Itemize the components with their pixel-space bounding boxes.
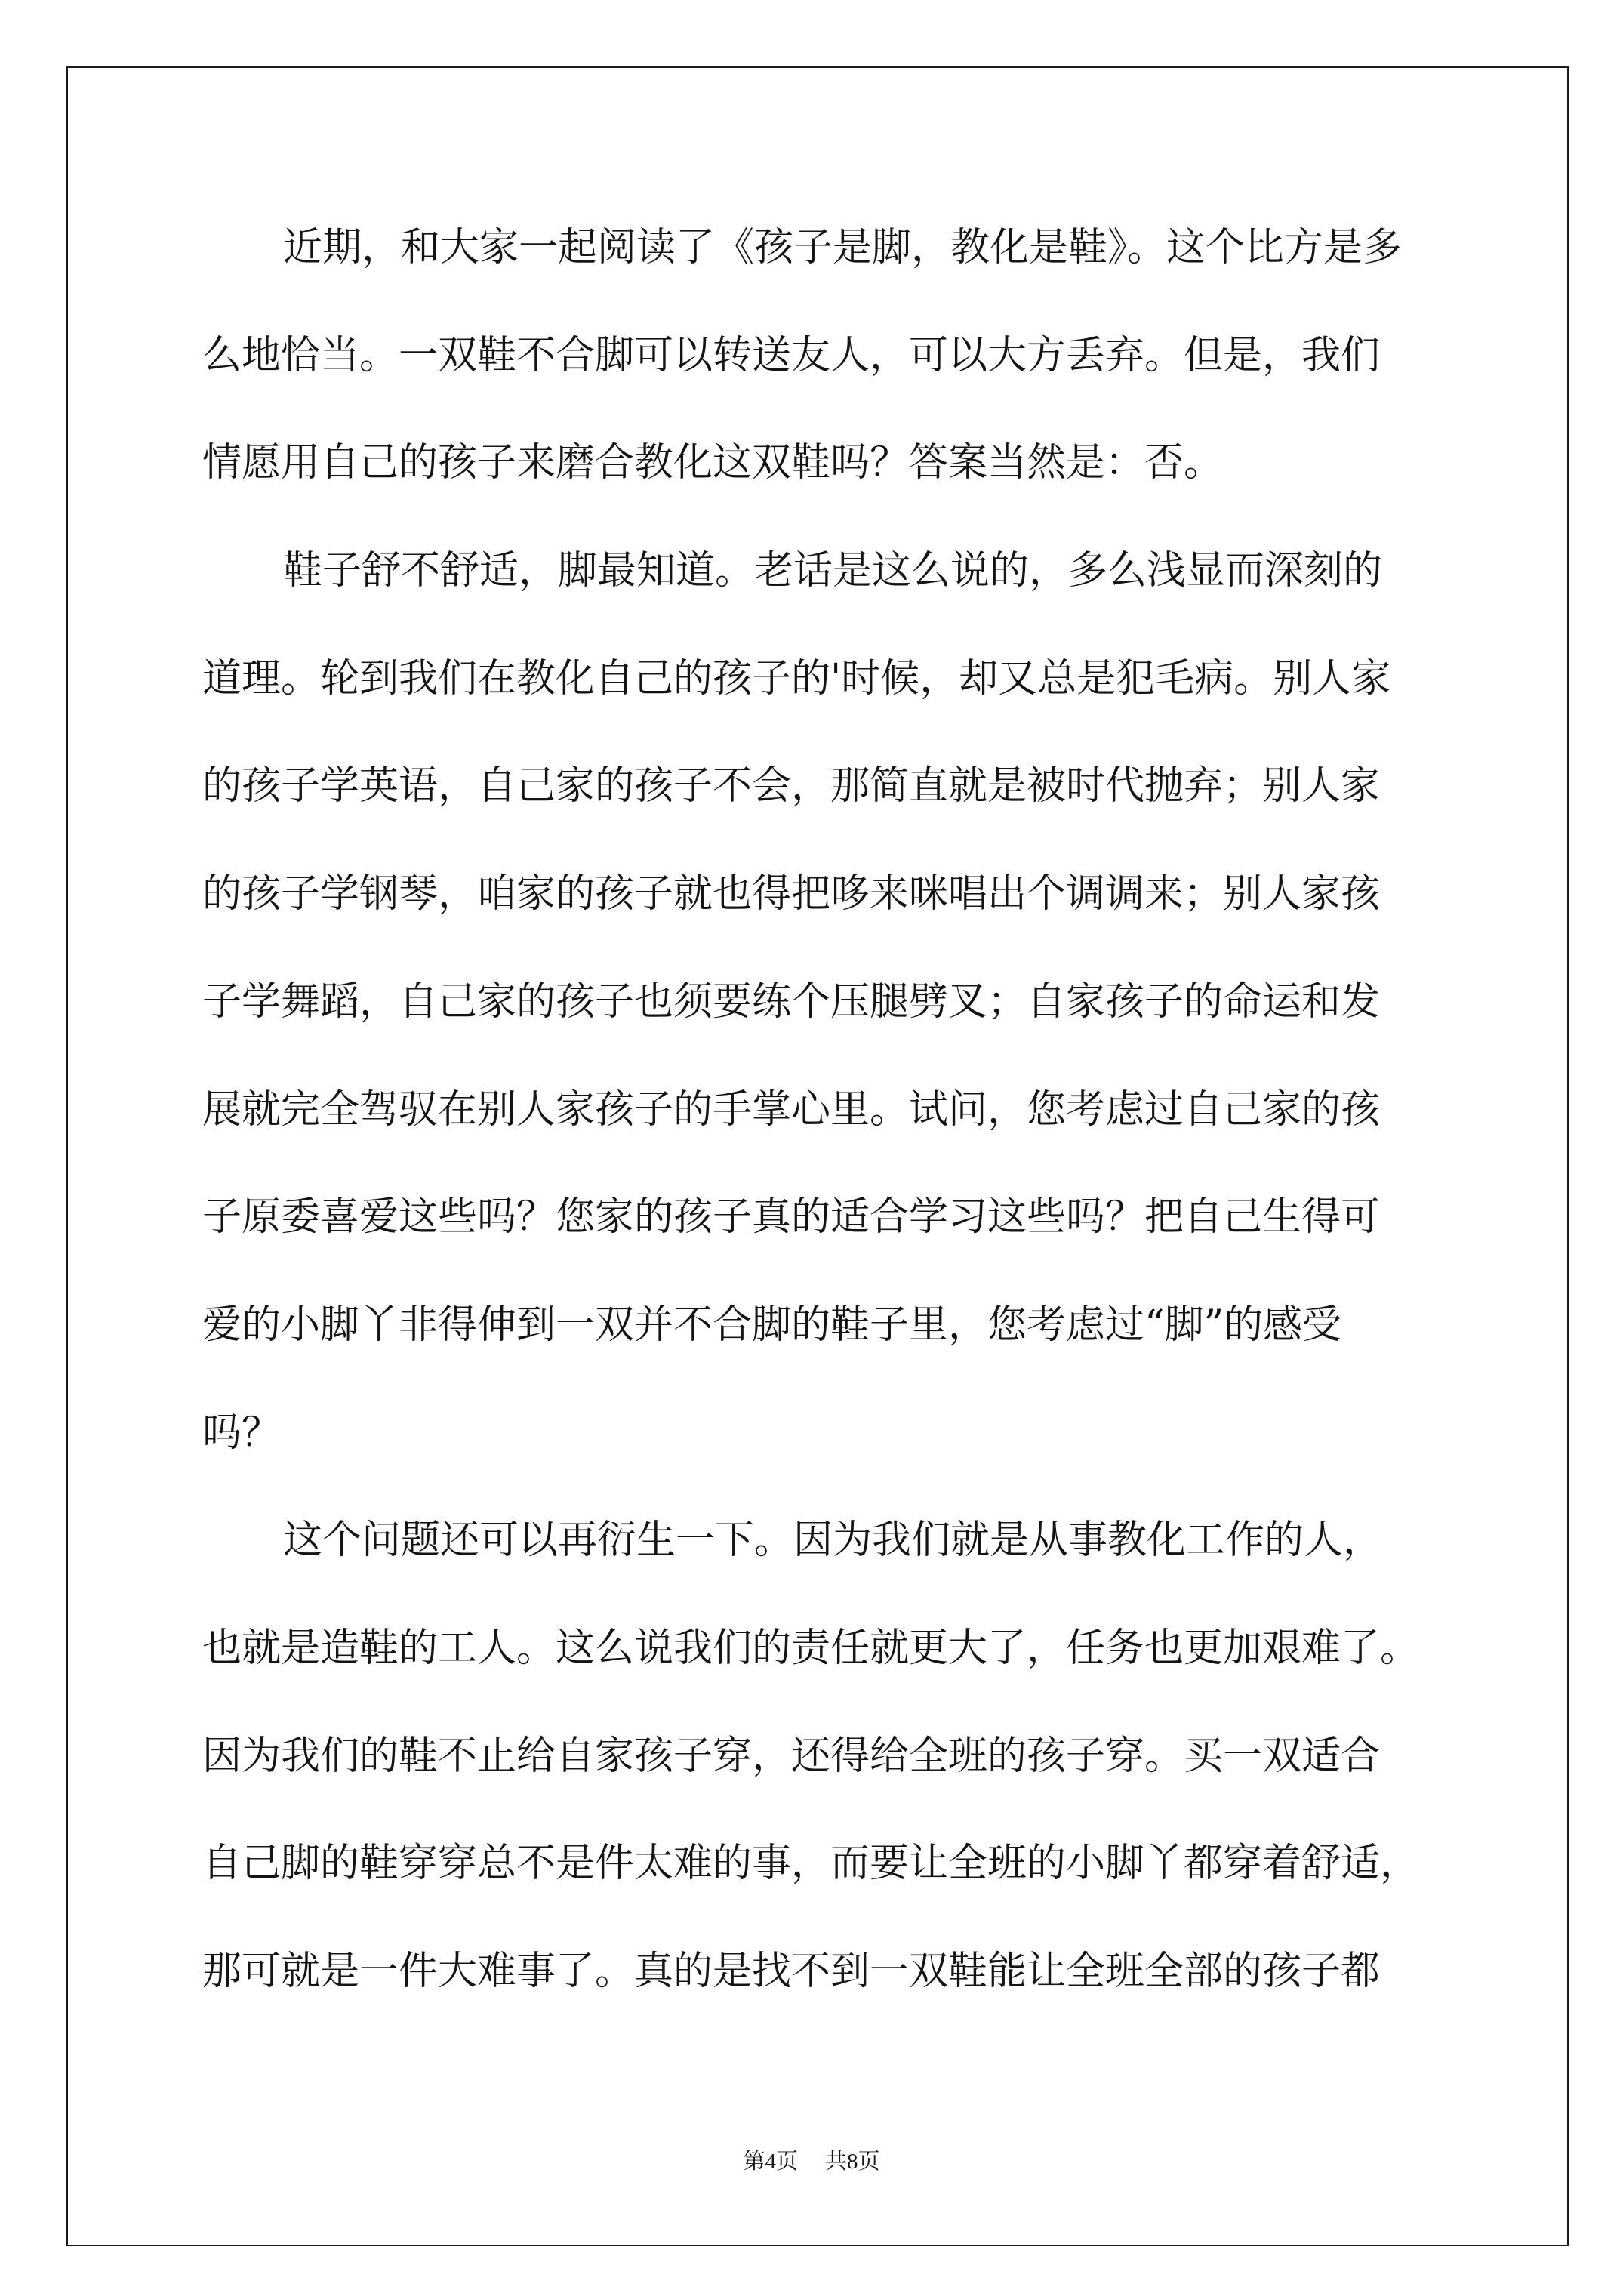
text-line: 吗？ (202, 1410, 282, 1456)
text-line: 么地恰当。一双鞋不合脚可以转送友人，可以大方丢弃。但是，我们 (202, 332, 1381, 378)
text-line: 的孩子学钢琴，咱家的孩子就也得把哆来咪唱出个调调来；别人家孩 (202, 871, 1381, 917)
text-line: 展就完全驾驭在别人家孩子的手掌心里。试问，您考虑过自己家的孩 (202, 1086, 1381, 1133)
text-line: 因为我们的鞋不止给自家孩子穿，还得给全班的孩子穿。买一双适合 (202, 1733, 1381, 1779)
text-line: 子原委喜爱这些吗？您家的孩子真的适合学习这些吗？把自己生得可 (202, 1194, 1381, 1240)
paragraph (202, 194, 1554, 517)
text-line: 子学舞蹈，自己家的孩子也须要练个压腿劈叉；自家孩子的命运和发 (202, 978, 1381, 1025)
text-line: 爱的小脚丫非得伸到一双并不合脚的鞋子里，您考虑过“脚”的感受 (202, 1302, 1342, 1348)
document-body (202, 194, 1554, 2026)
text-line: 也就是造鞋的工人。这么说我们的责任就更大了，任务也更加艰难了。 (202, 1625, 1420, 1671)
page-footer (0, 2147, 1623, 2177)
text-line: 自己脚的鞋穿穿总不是件太难的事，而要让全班的小脚丫都穿着舒适， (202, 1841, 1420, 1887)
text-line: 近期，和大家一起阅读了《孩子是脚，教化是鞋》。这个比方是多 (283, 225, 1403, 270)
paragraph (202, 1487, 1554, 2025)
text-line: 的孩子学英语，自己家的孩子不会，那简直就是被时代抛弃；别人家 (202, 763, 1381, 809)
text-line: 那可就是一件大难事了。真的是找不到一双鞋能让全班全部的孩子都 (202, 1949, 1381, 1994)
page-total: 共8页 (825, 2150, 880, 2174)
text-line: 这个问题还可以再衍生一下。因为我们就是从事教化工作的人， (283, 1518, 1383, 1564)
text-line: 道理。轮到我们在教化自己的孩子的'时候，却又总是犯毛病。别人家 (202, 655, 1391, 701)
paragraph (202, 517, 1554, 1487)
text-line: 鞋子舒不舒适，脚最知道。老话是这么说的，多么浅显而深刻的 (283, 548, 1383, 594)
page-number: 第4页 (743, 2150, 798, 2174)
text-line: 情愿用自己的孩子来磨合教化这双鞋吗？答案当然是：否。 (202, 440, 1224, 486)
